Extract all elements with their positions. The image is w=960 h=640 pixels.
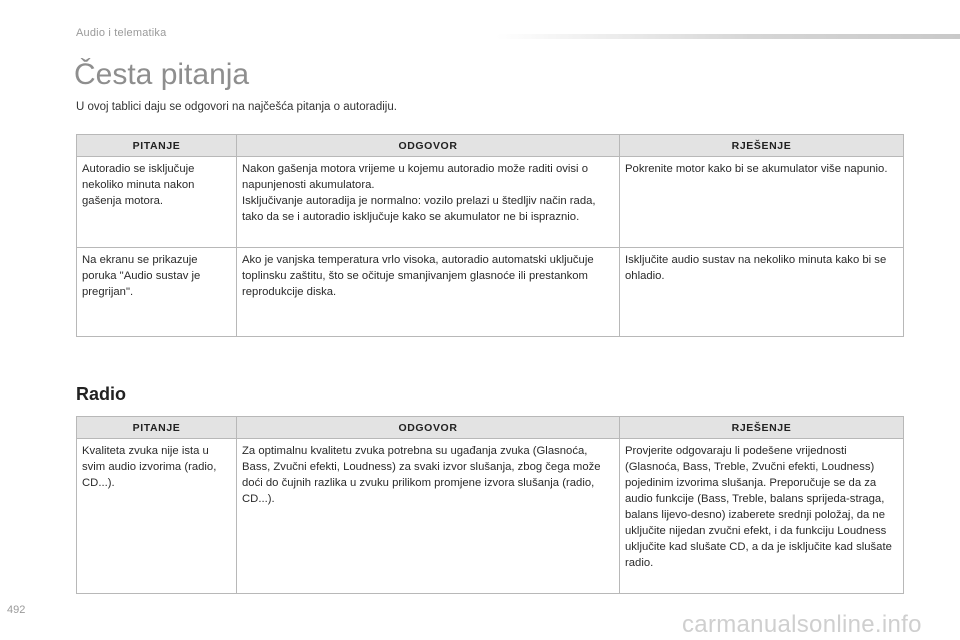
column-header-solution: RJEŠENJE — [620, 417, 904, 439]
question-cell: Kvaliteta zvuka nije ista u svim audio izvorima (radio, CD...). — [77, 439, 237, 594]
solution-cell: Isključite audio sustav na nekoliko minuta kako bi se ohladio. — [620, 248, 904, 337]
column-header-solution: RJEŠENJE — [620, 135, 904, 157]
column-header-question: PITANJE — [77, 135, 237, 157]
table-header-row — [77, 135, 904, 157]
intro-text: U ovoj tablici daju se odgovori na najčešća pitanja o autoradiju. — [76, 101, 397, 113]
section-title-radio: Radio — [76, 384, 127, 404]
table-row — [77, 157, 904, 248]
column-header-question: PITANJE — [77, 417, 237, 439]
answer-cell: Za optimalnu kvalitetu zvuka potrebna su ugađanja zvuka (Glasnoća, Bass, Zvučni efekti, Loudness) za svaki izvor slušanja, zbog čega može doći do čujnih razlika u zvuku prilikom promjene izvora slušanja (radio, CD...). — [237, 439, 620, 594]
table-row — [77, 248, 904, 337]
header-divider — [496, 34, 960, 39]
faq-table — [76, 134, 904, 337]
table-row — [77, 439, 904, 594]
radio-table — [76, 416, 904, 594]
column-header-answer: ODGOVOR — [237, 135, 620, 157]
answer-paragraph: Nakon gašenja motora vrijeme u kojemu autoradio može raditi ovisi o napunjenosti akumulatora. — [242, 163, 588, 191]
section-header-label: Audio i telematika — [76, 27, 167, 39]
answer-cell — [237, 157, 620, 248]
watermark-text: carmanualsonline.info — [682, 611, 922, 638]
page-number: 492 — [7, 604, 26, 616]
solution-cell: Pokrenite motor kako bi se akumulator više napunio. — [620, 157, 904, 248]
column-header-answer: ODGOVOR — [237, 417, 620, 439]
table-header-row — [77, 417, 904, 439]
question-cell: Autoradio se isključuje nekoliko minuta nakon gašenja motora. — [77, 157, 237, 248]
question-cell: Na ekranu se prikazuje poruka "Audio sustav je pregrijan". — [77, 248, 237, 337]
solution-cell: Provjerite odgovaraju li podešene vrijednosti (Glasnoća, Bass, Treble, Zvučni efekti, Loudness) pojedinim izvorima slušanja. Preporučuje se da za audio funkcije (Bass, Treble, balans sprijeda-straga, balans lijevo-desno) izaberete srednji položaj, da ne uključite nijedan zvučni efekt, i da funkciju Loudness uključite kad slušate CD, a da je isključite kad slušate radio. — [620, 439, 904, 594]
answer-cell: Ako je vanjska temperatura vrlo visoka, autoradio automatski uključuje toplinsku zaštitu, što se očituje smanjivanjem glasnoće ili prestankom reprodukcije diska. — [237, 248, 620, 337]
page-title: Česta pitanja — [74, 58, 250, 91]
answer-paragraph: Isključivanje autoradija je normalno: vozilo prelazi u štedljiv način rada, tako da se i autoradio isključuje kako se akumulator ne bi ispraznio. — [242, 195, 596, 223]
